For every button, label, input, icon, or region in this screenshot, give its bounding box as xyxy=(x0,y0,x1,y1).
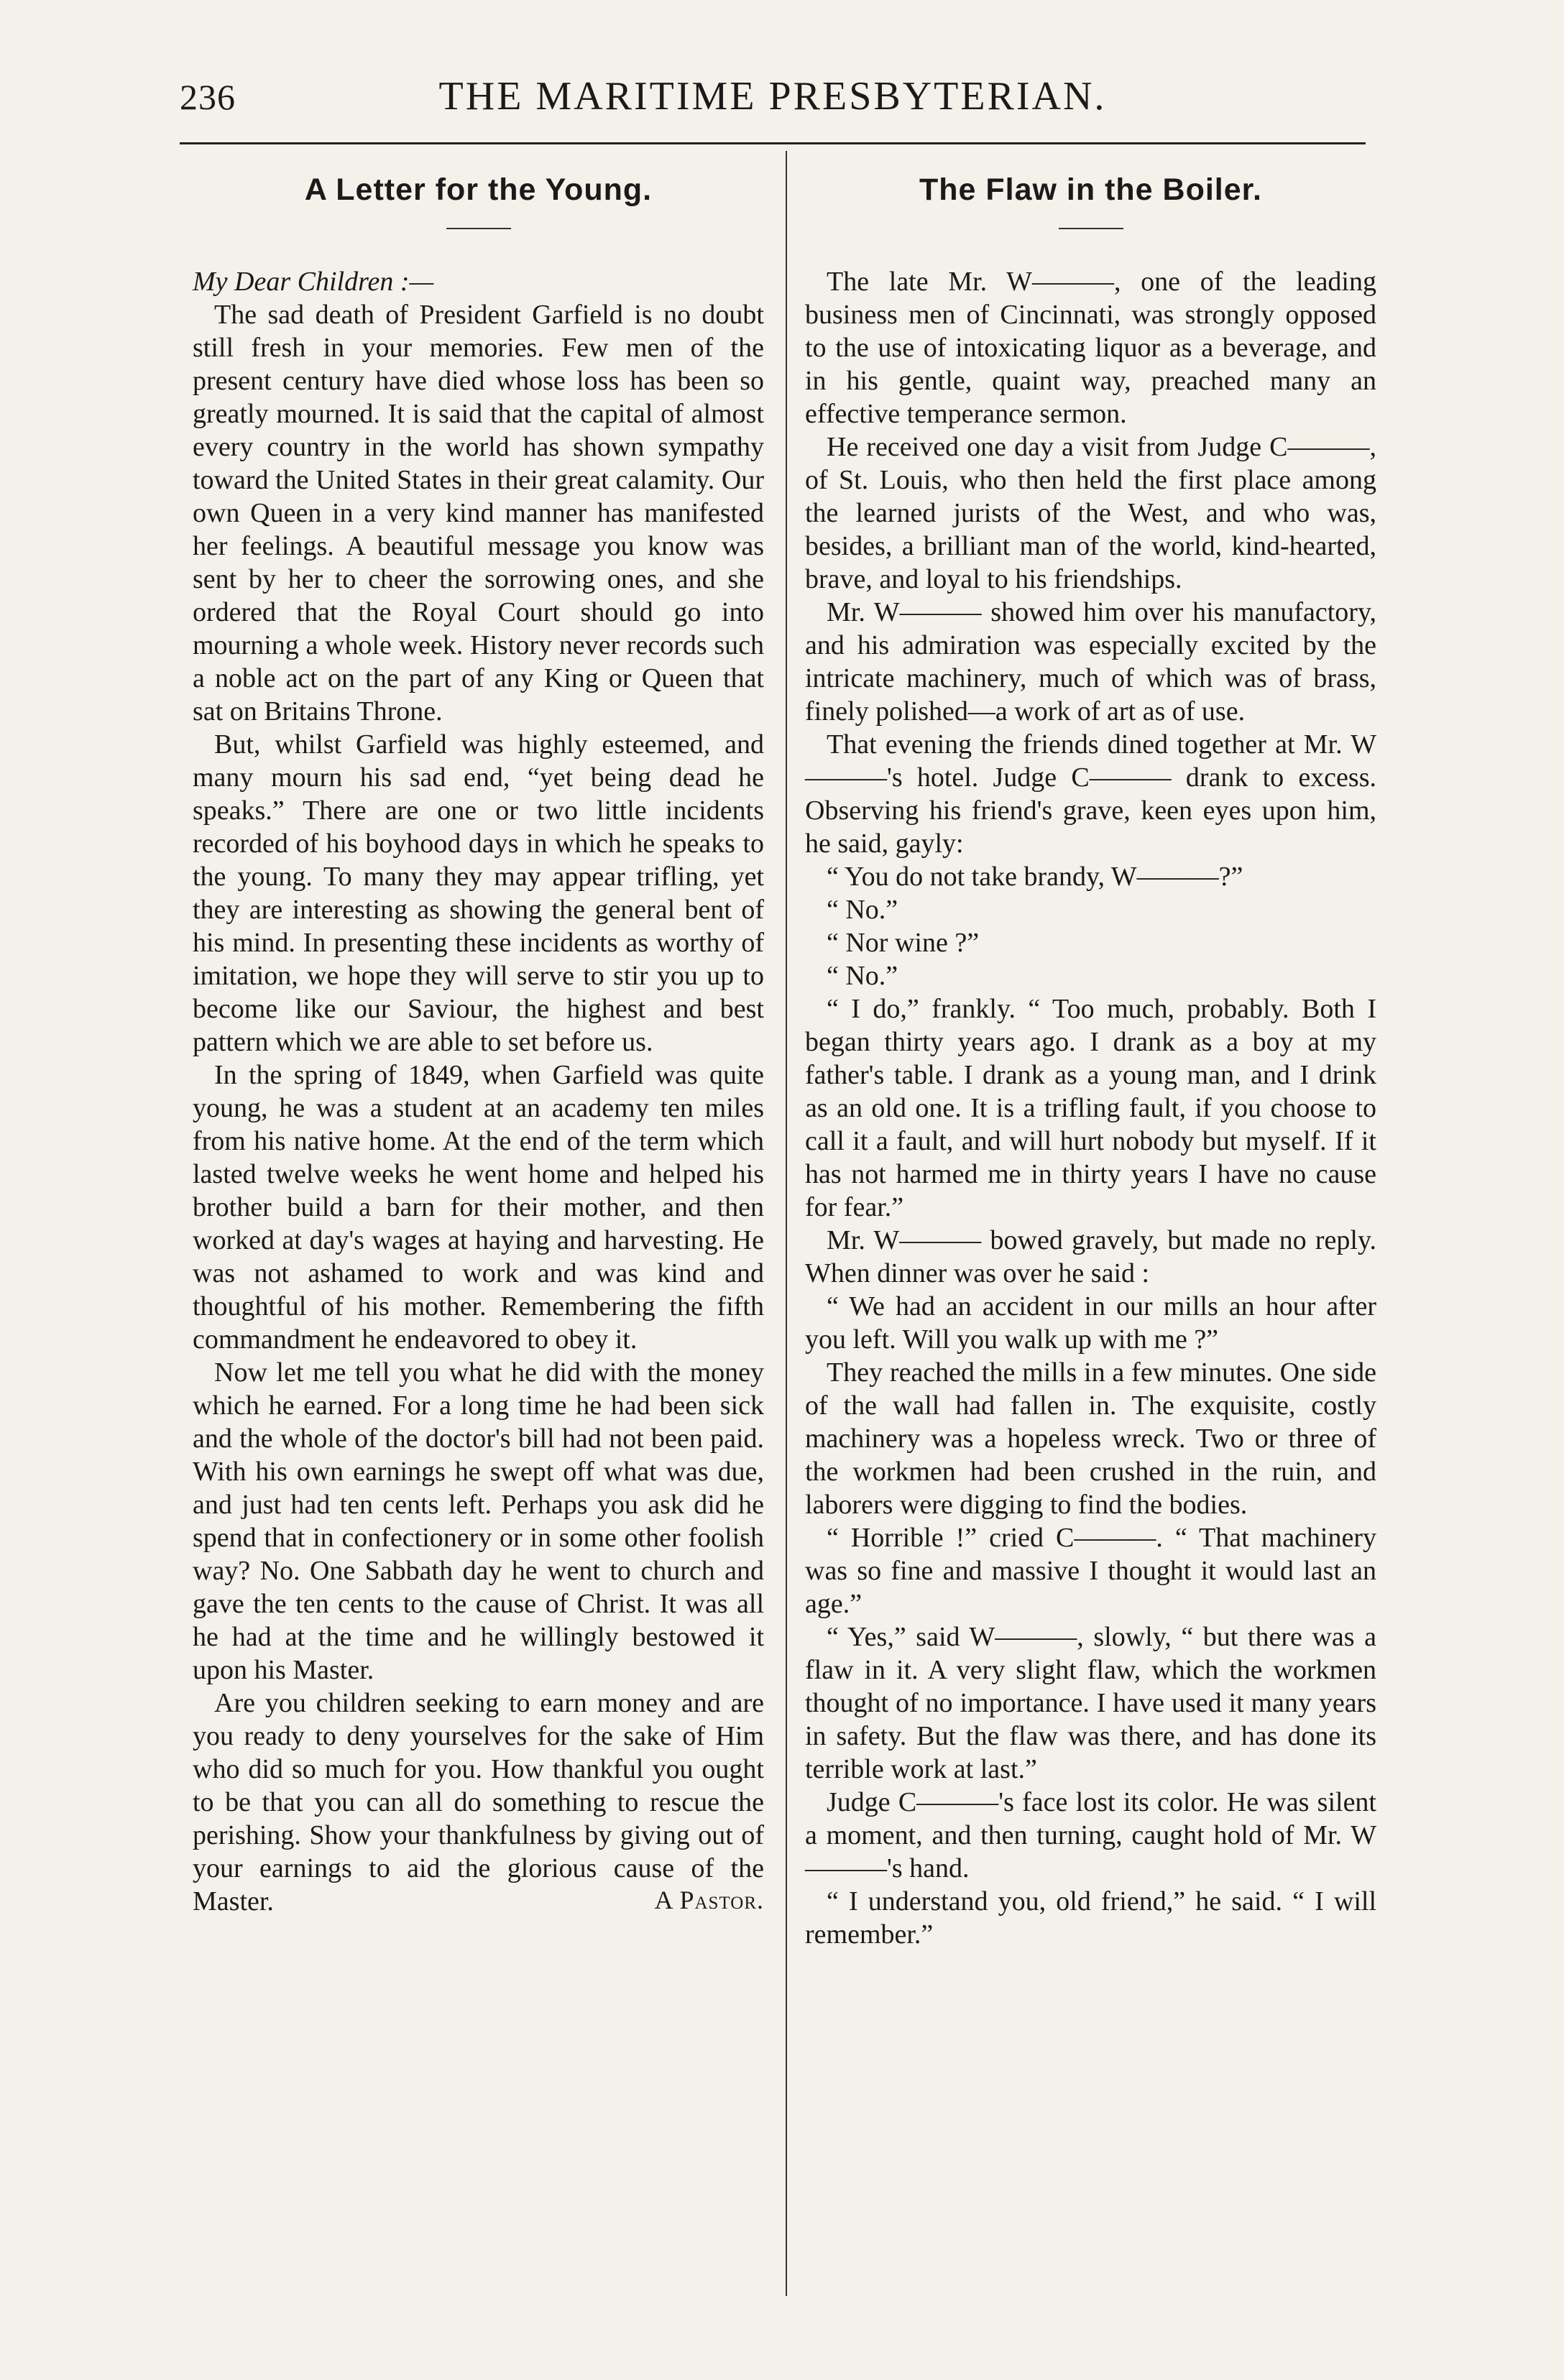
paragraph: That evening the friends dined together at Mr. W———'s hotel. Judge C——— drank to excess. Observing his friend's grave, keen eyes upon him, he said, gayly: xyxy=(805,729,1376,859)
title-separator xyxy=(1059,228,1123,229)
dialog-line: “ You do not take brandy, W———?” xyxy=(827,862,1243,892)
right-column xyxy=(805,172,1376,1951)
paragraph: “ Horrible !” cried C———. “ That machinery was so fine and massive I thought it would last an age.” xyxy=(805,1523,1376,1619)
right-article-body xyxy=(805,265,1376,1951)
right-article-title: The Flaw in the Boiler. xyxy=(919,172,1262,207)
paragraph: Judge C———'s face lost its color. He was silent a moment, and then turning, caught hold of Mr. W———'s hand. xyxy=(805,1787,1376,1883)
paragraph: Now let me tell you what he did with the money which he earned. For a long time he had been sick and the whole of the doctor's bill had not been paid. With his own earnings he swept off what was due, and just had ten cents left. Perhaps you ask did he spend that in confectionery or in some other foolish way? No. One Sabbath day he went to church and gave the ten cents to the cause of Christ. It was all he had at the time and he willingly bestowed it upon his Master. xyxy=(193,1357,764,1685)
paragraph: They reached the mills in a few minutes. One side of the wall had fallen in. The exquisite, costly machinery was a hopeless wreck. Two or three of the workmen had been crushed in the ruin, and laborers were digging to find the bodies. xyxy=(805,1357,1376,1520)
paragraph: “ I understand you, old friend,” he said. “ I will remember.” xyxy=(805,1886,1376,1950)
paragraph: He received one day a visit from Judge C———, of St. Louis, who then held the first place among the learned jurists of the West, and who was, besides, a brilliant man of the world, kind-hearted, brave, and loyal to his friendships. xyxy=(805,432,1376,594)
left-column xyxy=(193,172,764,1915)
left-article-body xyxy=(193,265,764,1915)
signature: A Pastor. xyxy=(654,1886,764,1914)
salutation: My Dear Children :— xyxy=(193,267,434,297)
column-divider xyxy=(786,151,787,2296)
paragraph: But, whilst Garfield was highly esteemed, and many mourn his sad end, “yet being dead he speaks.” There are one or two little incidents recorded of his boyhood days in which he speaks to the young. To many they may appear trifling, yet they are interesting as showing the general bent of his mind. In presenting these incidents as worthy of imitation, we hope they will serve to stir you up to become like our Saviour, the highest and best pattern which we are able to set before us. xyxy=(193,729,764,1057)
dialog-line: “ No.” xyxy=(827,895,898,925)
paragraph: “ I do,” frankly. “ Too much, probably. Both I began thirty years ago. I drank as a boy at my father's table. I drank as a young man, and I drink as an old one. It is a trifling fault, if you choose to call it a fault, and will hurt nobody but myself. If it has not harmed me in thirty years I have no cause for fear.” xyxy=(805,994,1376,1222)
left-article-title: A Letter for the Young. xyxy=(304,172,653,207)
paragraph: Mr. W——— showed him over his manufactory, and his admiration was especially excited by the intricate machinery, much of which was of brass, finely polished—a work of art as of use. xyxy=(805,597,1376,727)
paragraph: The sad death of President Garfield is no doubt still fresh in your memories. Few men of the present century have died whose loss has been so greatly mourned. It is said that the capital of almost every country in the world has shown sympathy toward the United States in their great calamity. Our own Queen in a very kind manner has manifested her feelings. A beautiful message you know was sent by her to cheer the sorrowing ones, and she ordered that the Royal Court should go into mourning a whole week. History never records such a noble act on the part of any King or Queen that sat on Britains Throne. xyxy=(193,300,764,727)
dialog-line: “ No.” xyxy=(827,961,898,991)
paragraph: In the spring of 1849, when Garfield was quite young, he was a student at an academy ten miles from his native home. At the end of the term which lasted twelve weeks he went home and helped his brother build a barn for their mother, and then worked at day's wages at haying and harvesting. He was not ashamed to work and was kind and thoughtful of his mother. Remembering the fifth commandment he endeavored to obey it. xyxy=(193,1060,764,1355)
page-number: 236 xyxy=(180,77,236,117)
paragraph: The late Mr. W———, one of the leading business men of Cincinnati, was strongly opposed to the use of intoxicating liquor as a beverage, and in his gentle, quaint way, preached many an effective temperance sermon. xyxy=(805,267,1376,429)
masthead xyxy=(180,69,1366,126)
paragraph: Are you children seeking to earn money and are you ready to deny yourselves for the sake of Him who did so much for you. How thankful you ought to be that you can all do something to rescue the perishing. Show your thankfulness by giving out of your earnings to aid the glorious cause of the Master. xyxy=(193,1688,764,1917)
paragraph: “ We had an accident in our mills an hour after you left. Will you walk up with me ?” xyxy=(805,1291,1376,1355)
paragraph: Mr. W——— bowed gravely, but made no reply. When dinner was over he said : xyxy=(805,1225,1376,1288)
running-title: THE MARITIME PRESBYTERIAN. xyxy=(438,74,1107,119)
dialog-line: “ Nor wine ?” xyxy=(827,928,980,958)
paragraph: “ Yes,” said W———, slowly, “ but there was a flaw in it. A very slight flaw, which the workmen thought of no importance. I have used it many years in safety. But the flaw was there, and has done its terrible work at last.” xyxy=(805,1622,1376,1784)
title-separator xyxy=(446,228,511,229)
header-rule xyxy=(180,142,1366,144)
